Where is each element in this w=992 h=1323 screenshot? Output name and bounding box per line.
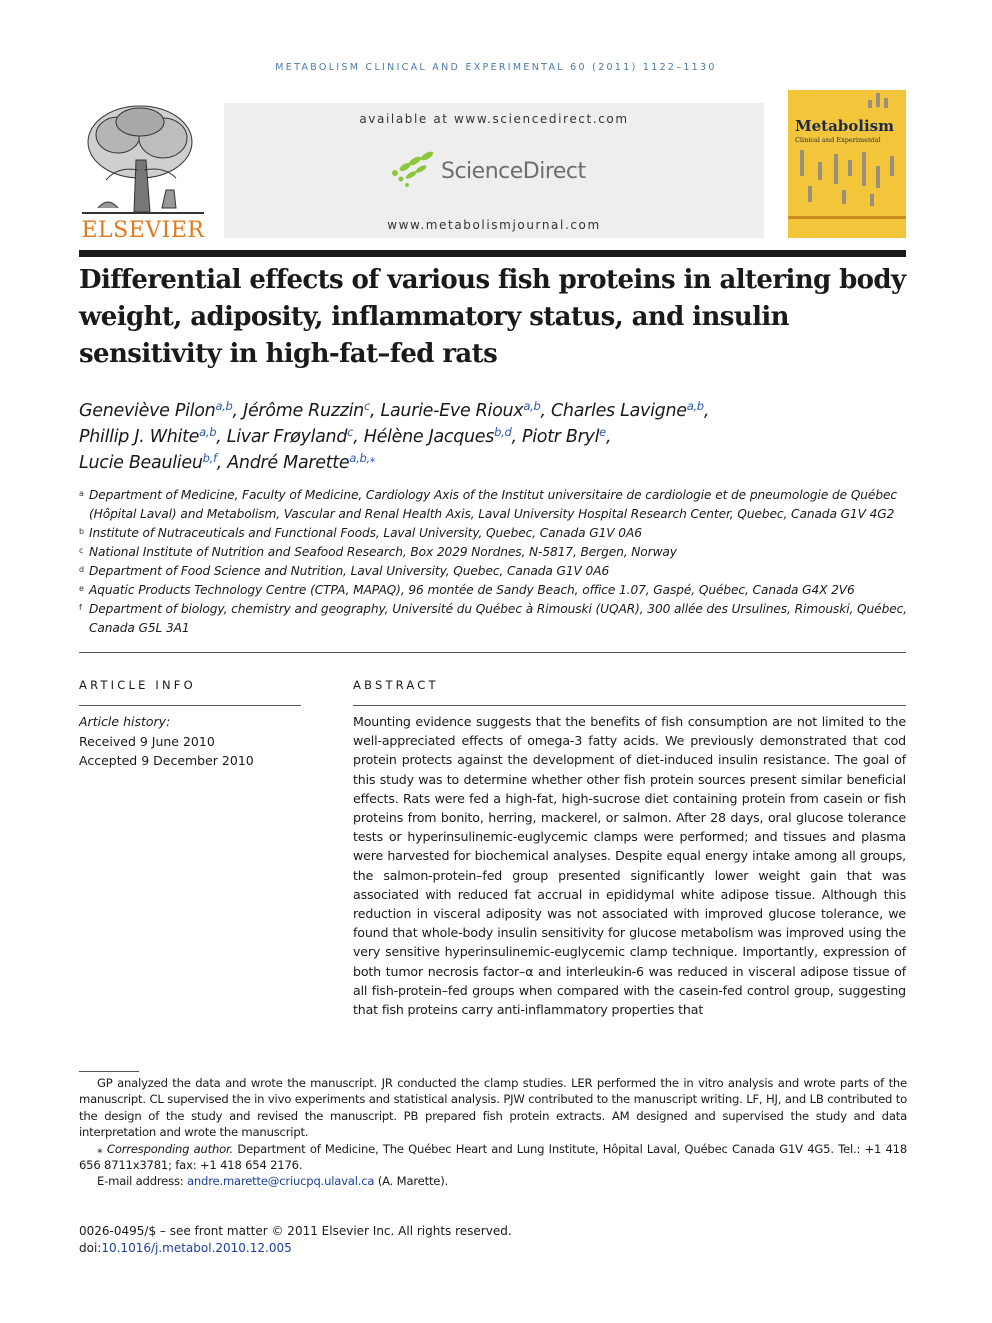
corr-text: Department of Medicine, The Québec Heart and Lung Institute, Hôpital Laval, Québec Canada G1V 4G5. Tel.: +1 418 656 8711x3781; fax: +1 418 654 2176. xyxy=(79,1141,908,1173)
abstract-heading: ABSTRACT xyxy=(353,678,439,692)
affiliation-text: Department of Medicine, Faculty of Medicine, Cardiology Axis of the Institut universitaire de cardiologie et de pneumologie de Québec (Hôpital Laval) and Metabolism, Vascular and Renal Health Axis, Laval University Hospital Research Center, Quebec, Canada G1V 4G2 xyxy=(89,488,897,521)
author-affil-sup[interactable]: c xyxy=(363,399,370,413)
email-label: E-mail address: xyxy=(97,1174,184,1189)
affiliation-key: c xyxy=(79,546,84,555)
corr-mark: ⁎ xyxy=(97,1141,103,1156)
elsevier-logo xyxy=(78,100,208,243)
elsevier-tree-icon xyxy=(78,100,208,218)
author-affil-sup[interactable]: a,b xyxy=(199,425,217,439)
author-name: André Marette xyxy=(227,453,350,473)
email-link[interactable]: andre.marette@criucpq.ulaval.ca xyxy=(187,1174,375,1189)
affiliation-item xyxy=(79,562,909,581)
front-matter xyxy=(79,1223,679,1256)
affiliation-item xyxy=(79,486,909,524)
history-label: Article history: xyxy=(79,714,171,729)
affiliation-item xyxy=(79,581,909,600)
author-affil-sup[interactable]: c xyxy=(347,425,354,439)
affiliation-key: b xyxy=(79,527,84,536)
cover-title: Metabolism xyxy=(795,117,895,135)
abstract-text: Mounting evidence suggests that the benefits of fish consumption are not limited to the well-appreciated effects of omega-3 fatty acids. We previously demonstrated that cod protein protects against the development of diet-induced insulin resistance. The goal of this study was to determine whether other fish protein sources present similar beneficial effects. Rats were fed a high-fat, high-sucrose diet containing protein from casein or fish proteins from bonito, herring, mackerel, or salmon. After 28 days, oral glucose tolerance tests or hyperinsulinemic-euglycemic clamps were performed; and tissues and plasma were harvested for biochemical analyses. Despite equal energy intake among all groups, the salmon-protein–fed group presented significantly lower weight gain that was associated with reduced fat accrual in epididymal white adipose tissue. Although this reduction in visceral adiposity was not associated with improved glucose tolerance, we found that whole-body insulin sensitivity for glucose metabolism was improved using the very sensitive hyperinsulinemic-euglycemic clamp technique. Importantly, expression of both tumor necrosis factor–α and interleukin-6 was reduced in visceral adipose tissue of all fish-protein–fed groups when compared with the casein-fed control group, suggesting that fish proteins carry anti-inflammatory properties that xyxy=(353,714,906,1018)
author-affil-sup[interactable]: a,b xyxy=(523,399,541,413)
author-affil-sup[interactable]: a,b xyxy=(686,399,704,413)
elsevier-wordmark: ELSEVIER xyxy=(81,218,205,243)
affiliation-item xyxy=(79,600,909,638)
author-name: Jérôme Ruzzin xyxy=(243,401,364,421)
journal-url-text: www.metabolismjournal.com xyxy=(387,218,601,232)
article-info-rule xyxy=(79,705,301,706)
section-divider xyxy=(79,652,906,653)
author-affil-sup[interactable]: b,f xyxy=(202,451,217,465)
sciencedirect-banner xyxy=(224,103,764,238)
affiliation-key: d xyxy=(79,565,84,574)
doi-link[interactable]: 10.1016/j.metabol.2010.12.005 xyxy=(101,1240,292,1255)
article-history xyxy=(79,712,309,771)
abstract-rule xyxy=(353,705,906,706)
affiliation-text: Department of biology, chemistry and geography, Université du Québec à Rimouski (UQAR), 300 allée des Ursulines, Rimouski, Québec, Canada G5L 3A1 xyxy=(89,602,907,635)
affiliation-text: National Institute of Nutrition and Seafood Research, Box 2029 Nordnes, N-5817, Bergen, Norway xyxy=(89,545,677,559)
sciencedirect-leaf-icon xyxy=(389,151,439,191)
article-info-heading: ARTICLE INFO xyxy=(79,678,196,692)
author-name: Livar Frøyland xyxy=(226,427,348,447)
affiliation-item xyxy=(79,543,909,562)
author-name: Phillip J. White xyxy=(79,427,200,447)
cover-subtitle: Clinical and Experimental xyxy=(795,136,881,144)
author-name: Lucie Beaulieu xyxy=(79,453,203,473)
affiliation-list xyxy=(79,486,909,638)
affiliation-key: a xyxy=(79,489,84,498)
received-date: Received 9 June 2010 xyxy=(79,733,215,749)
author-name: Geneviève Pilon xyxy=(79,401,216,421)
doi-label: doi: xyxy=(79,1240,102,1255)
author-affil-sup[interactable]: b,d xyxy=(494,425,512,439)
journal-reference: METABOLISM CLINICAL AND EXPERIMENTAL 60 (2011) 1122–1130 xyxy=(275,62,717,73)
affiliation-item xyxy=(79,524,909,543)
email-name: (A. Marette). xyxy=(377,1174,449,1189)
sciencedirect-logo xyxy=(389,151,609,191)
sciencedirect-wordmark: ScienceDirect xyxy=(441,159,586,184)
journal-cover xyxy=(788,90,906,238)
contributions-note: GP analyzed the data and wrote the manuscript. JR conducted the clamp studies. LER performed the in vitro analysis and wrote parts of the manuscript. CL supervised the in vivo experiments and statistical analysis. PJW contributed to the manuscript writing. LF, HJ, and LB contributed to the design of the study and revised the manuscript. PB prepared fish protein extracts. AM designed and supervised the study and data interpretation and wrote the manuscript. xyxy=(79,1076,907,1140)
author-name: Laurie-Eve Rioux xyxy=(380,401,524,421)
author-affil-sup[interactable]: a,b,⁎ xyxy=(349,451,376,465)
affiliation-key: e xyxy=(79,584,84,593)
accepted-date: Accepted 9 December 2010 xyxy=(79,753,254,768)
affiliation-key: f xyxy=(79,603,82,612)
author-name: Charles Lavigne xyxy=(551,401,687,421)
author-name: Piotr Bryl xyxy=(521,427,600,447)
doi-line xyxy=(79,1240,679,1257)
author-affil-sup[interactable]: e xyxy=(599,425,606,439)
corresponding-author-note xyxy=(79,1141,907,1174)
author-affil-sup[interactable]: a,b xyxy=(215,399,233,413)
corr-label: Corresponding author. xyxy=(106,1141,234,1156)
email-note xyxy=(79,1173,907,1189)
footnotes xyxy=(79,1075,907,1190)
author-name: Hélène Jacques xyxy=(363,427,495,447)
affiliation-text: Institute of Nutraceuticals and Functional Foods, Laval University, Quebec, Canada G1V 0A6 xyxy=(89,526,642,540)
author-list: Geneviève Pilon$^{a,b}$, Jérôme Ruzzin$^c$, Laurie-Eve Rioux$^{a,b}$, Charles Lavigne$^{a,b}$, Phillip J. White$^{a,b}$, Livar Frøyland$^c$, Hélène Jacques$^{b,d}$, Piotr Bryl$^e$, Lucie Beaulieu$^{b,f}$, André Marette$^{a,b,⁎}$ xyxy=(79,399,710,473)
affiliation-text: Department of Food Science and Nutrition, Laval University, Quebec, Canada G1V 0A6 xyxy=(89,564,610,578)
available-at-text: available at www.sciencedirect.com xyxy=(359,112,629,126)
header-rule xyxy=(79,250,906,257)
footnote-rule xyxy=(79,1071,139,1072)
cover-pattern-icon xyxy=(788,90,906,238)
article-title: Differential effects of various fish proteins in altering body weight, adiposity, inflammatory status, and insulin sensitivity in high-fat–fed rats xyxy=(79,265,906,369)
affiliation-text: Aquatic Products Technology Centre (CTPA, MAPAQ), 96 montée de Sandy Beach, office 1.07, Gaspé, Québec, Canada G4X 2V6 xyxy=(89,583,855,597)
issn-line: 0026-0495/$ – see front matter © 2011 Elsevier Inc. All rights reserved. xyxy=(79,1224,512,1238)
